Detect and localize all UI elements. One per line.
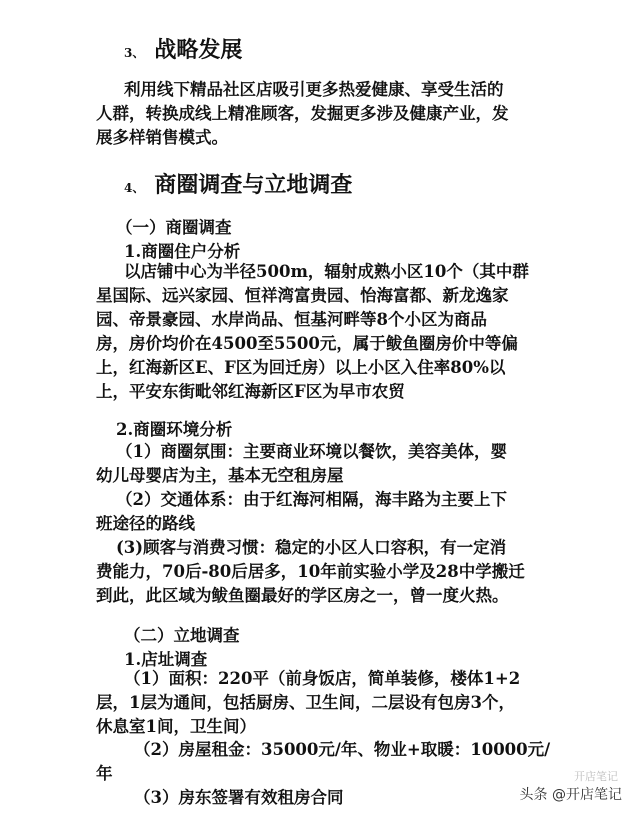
households-line: 星国际、远兴家园、恒祥湾富贵园、怡海富都、新龙逸家 (96, 286, 509, 305)
environment-line: （2）交通体系：由于红海河相隔，海丰路为主要上下 (116, 490, 507, 509)
subheading-environment: 2.商圈环境分析 (116, 420, 233, 439)
subheading-address: 1.店址调查 (124, 650, 208, 669)
watermark-faint: 开店笔记 (574, 770, 618, 783)
address-line: 年 (96, 764, 113, 783)
section-heading-strategy (124, 33, 242, 64)
strategy-line: 展多样销售模式。 (96, 128, 228, 147)
watermark-text: 头条 @开店笔记 (519, 787, 622, 803)
section-number: 4、 (124, 181, 145, 195)
address-line: （3）房东签署有效租房合同 (134, 788, 344, 807)
environment-line: 班途径的路线 (96, 514, 195, 533)
households-line: 上，红海新区E、F区为回迁房）以上小区入住率80%以 (96, 358, 506, 377)
environment-line: (3)顾客与消费习惯：稳定的小区人口容积，有一定消 (116, 538, 507, 557)
environment-line: 费能力，70后-80后居多，10年前实验小学及28中学搬迁 (96, 562, 525, 581)
households-line: 上，平安东街毗邻红海新区F区为早市农贸 (96, 382, 405, 401)
watermark (519, 770, 622, 804)
households-line: 以店铺中心为半径500m，辐射成熟小区10个（其中群 (124, 262, 529, 281)
subsection-heading-trade-area: （一）商圈调查 (116, 218, 232, 237)
subsection-heading-site-survey: （二）立地调查 (124, 626, 240, 645)
address-line: （1）面积：220平（前身饭店，简单装修，楼体1+2 (124, 669, 521, 688)
address-line: （2）房屋租金：35000元/年、物业+取暖：10000元/ (134, 740, 551, 759)
address-line: 层，1层为通间，包括厨房、卫生间，二层设有包房3个， (96, 693, 515, 712)
section-number: 3、 (124, 46, 145, 60)
households-line: 园、帝景豪园、水岸尚品、恒基河畔等8个小区为商品 (96, 310, 487, 329)
households-line: 房，房价均价在4500至5500元，属于鲅鱼圈房价中等偏 (96, 334, 518, 353)
section-title: 商圈调查与立地调查 (154, 173, 353, 198)
address-line: 休息室1间，卫生间） (96, 717, 256, 736)
strategy-line: 人群，转换成线上精准顾客，发掘更多涉及健康产业，发 (96, 104, 509, 123)
strategy-line: 利用线下精品社区店吸引更多热爱健康、享受生活的 (124, 80, 504, 99)
subheading-households: 1.商圈住户分析 (124, 242, 241, 261)
section-title: 战略发展 (154, 38, 243, 63)
environment-line: 到此，此区域为鲅鱼圈最好的学区房之一，曾一度火热。 (96, 586, 509, 605)
environment-line: （1）商圈氛围：主要商业环境以餐饮，美容美体，婴 (116, 442, 507, 461)
environment-line: 幼儿母婴店为主，基本无空租房屋 (96, 466, 344, 485)
section-heading-survey (124, 168, 352, 199)
